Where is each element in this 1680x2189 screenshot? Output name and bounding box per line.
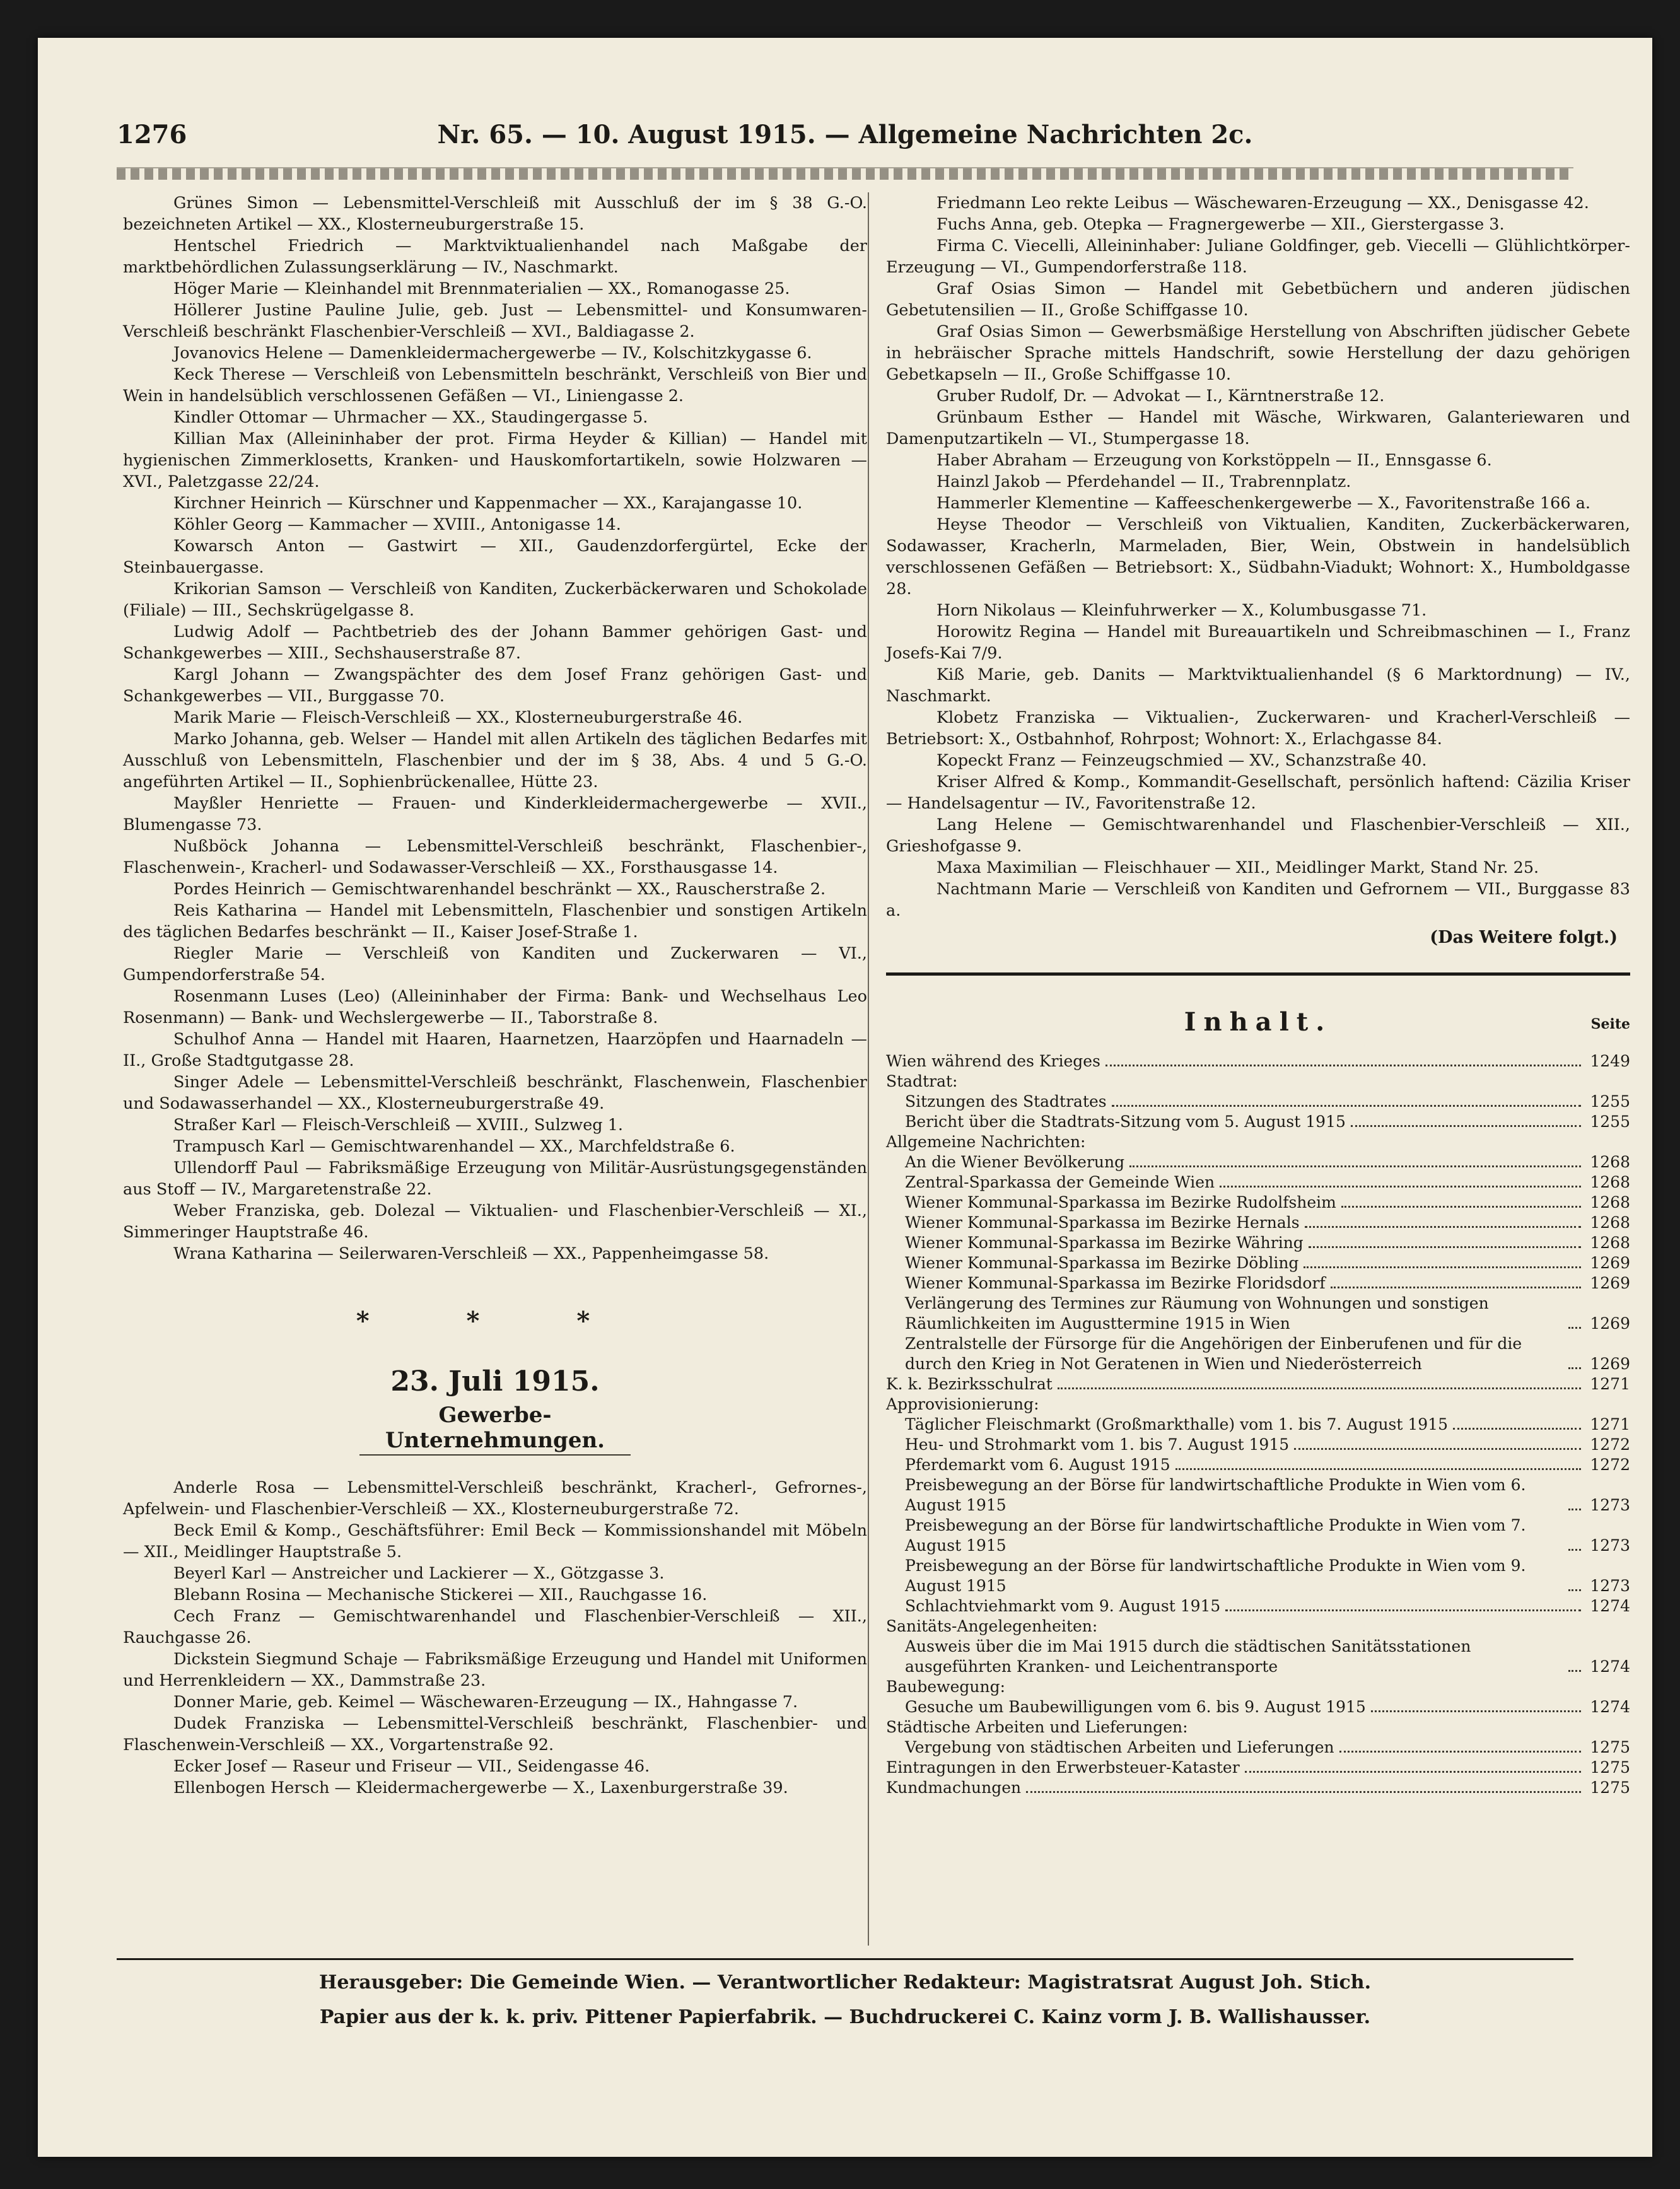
toc-entry [886,1273,1630,1293]
register-entry: Klobetz Franziska — Viktualien-, Zuckerwaren- und Kracherl-Verschleiß — Betriebsort: X., Ostbahnhof, Rohrpost; Wohnort: X., Erlachgasse 84. [886,708,1630,749]
register-entry: Marik Marie — Fleisch-Verschleiß — XX., Klosterneuburgerstraße 46. [173,708,743,727]
toc-page-number: 1273 [1590,1577,1630,1595]
toc-entry [886,1455,1630,1475]
toc-entry-text: Ausweis über die im Mai 1915 durch die städtischen Sanitätsstationen ausgeführten Kranken- und Leichentransporte [905,1637,1471,1676]
column-divider [868,192,869,1946]
toc-leader-dots [1026,1791,1581,1793]
register-entry: Ellenbogen Hersch — Kleidermachergewerbe — X., Laxenburgerstraße 39. [173,1778,788,1797]
toc-page-number: 1268 [1590,1213,1630,1232]
register-entry: Nachtmann Marie — Verschleiß von Kanditen und Gefrornem — VII., Burggasse 83 a. [886,880,1630,920]
toc-page-number: 1275 [1590,1778,1630,1797]
toc-category: Baubewegung: [886,1678,1006,1696]
register-entry: Wrana Katharina — Seilerwaren-Verschleiß — XX., Pappenheimgasse 58. [173,1244,769,1263]
toc-page-number: 1269 [1590,1355,1630,1373]
toc-page-number: 1268 [1590,1173,1630,1191]
toc-leader-dots [1351,1125,1581,1127]
toc-entry [886,1334,1630,1374]
toc-entry [886,1213,1630,1233]
toc-leader-dots [1568,1509,1581,1510]
toc-leader-dots [1058,1387,1581,1389]
register-entry: Kowarsch Anton — Gastwirt — XII., Gaudenzdorfergürtel, Ecke der Steinbauergasse. [123,537,867,577]
imprint [117,1958,1573,2041]
register-entry: Friedmann Leo rekte Leibus — Wäschewaren-Erzeugung — XX., Denisgasse 42. [936,194,1589,213]
toc-entry [886,1152,1630,1172]
toc-page-number: 1269 [1590,1274,1630,1292]
page-number: 1276 [117,120,187,149]
toc-leader-dots [1105,1065,1581,1066]
register-entry: Trampusch Karl — Gemischtwarenhandel — XX., Marchfeldstraße 6. [173,1137,735,1156]
toc-entry [886,1233,1630,1253]
toc-page-number: 1255 [1590,1112,1630,1131]
toc-entry [886,1778,1630,1798]
register-entry: Keck Therese — Verschleiß von Lebensmitteln beschränkt, Verschleiß von Bier und Wein in handelsüblich verschlossenen Gefäßen — VI., Liniengasse 2. [123,365,867,406]
register-entry: Straßer Karl — Fleisch-Verschleiß — XVIII., Sulzweg 1. [173,1116,624,1135]
register-entry: Haber Abraham — Erzeugung von Korkstöppeln — II., Ennsgasse 6. [936,451,1492,470]
register-entry: Schulhof Anna — Handel mit Haaren, Haarnetzen, Haarzöpfen und Haarnadeln — II., Große Stadtgutgasse 28. [123,1030,867,1070]
register-entry: Singer Adele — Lebensmittel-Verschleiß beschränkt, Flaschenwein, Flaschenbier und Sodawasserhandel — XX., Klosterneuburgerstraße 49. [123,1073,867,1113]
page-title: Nr. 65. — 10. August 1915. — Allgemeine Nachrichten 2c. [437,120,1253,149]
document-page [38,38,1652,2157]
toc-leader-dots [1294,1448,1581,1450]
toc-entry-text: Heu- und Strohmarkt vom 1. bis 7. August 1915 [905,1435,1290,1454]
toc-entry [886,1193,1630,1213]
register-entry: Donner Marie, geb. Keimel — Wäschewaren-Erzeugung — IX., Hahngasse 7. [173,1693,798,1712]
register-entry: Graf Osias Simon — Handel mit Gebetbüchern und anderen jüdischen Gebetutensilien — II., Große Schiffgasse 10. [886,279,1630,320]
toc-leader-dots [1568,1367,1581,1369]
toc-category: Stadtrat: [886,1072,958,1090]
toc-page-number: 1272 [1590,1435,1630,1454]
register-entry: Ludwig Adolf — Pachtbetrieb des der Johann Bammer gehörigen Gast- und Schankgewerbes — XIII., Sechshauserstraße 87. [123,622,867,663]
toc-entry [886,1092,1630,1112]
toc-leader-dots [1568,1589,1581,1591]
register-entry: Fuchs Anna, geb. Otepka — Fragnergewerbe — XII., Gierstergasse 3. [936,215,1505,234]
register-entry: Pordes Heinrich — Gemischtwarenhandel beschränkt — XX., Rauscherstraße 2. [173,880,826,899]
toc-entry-text: Kundmachungen [886,1778,1022,1797]
imprint-publisher: Herausgeber: Die Gemeinde Wien. — Verantwortlicher Redakteur: Magistratsrat August Joh. Stich. [318,1971,1372,1993]
right-column [886,192,1630,1798]
toc-entry-text: Preisbewegung an der Börse für landwirtschaftliche Produkte in Wien vom 6. August 1915 [905,1476,1526,1514]
register-entry: Grünes Simon — Lebensmittel-Verschleiß mit Ausschluß der im § 38 G.-O. bezeichneten Artikel — XX., Klosterneuburgerstraße 15. [123,194,867,234]
toc-entry-text: Pferdemarkt vom 6. August 1915 [905,1456,1170,1474]
toc-leader-dots [1568,1670,1581,1672]
toc-rule [886,972,1630,976]
register-entry: Beck Emil & Komp., Geschäftsführer: Emil Beck — Kommissionshandel mit Möbeln — XII., Meidlinger Hauptstraße 5. [123,1521,867,1561]
toc-leader-dots [1568,1549,1581,1551]
continued-note: (Das Weitere folgt.) [1430,928,1618,947]
toc-page-number: 1271 [1590,1415,1630,1433]
toc-page-number: 1273 [1590,1536,1630,1555]
toc-entry-text: Verlängerung des Termines zur Räumung von Wohnungen und sonstigen Räumlichkeiten im Augusttermine 1915 in Wien [905,1294,1489,1333]
entry-list-2 [123,1477,867,1799]
toc-entry [886,1435,1630,1455]
toc-leader-dots [1129,1165,1581,1167]
register-entry: Horn Nikolaus — Kleinfuhrwerker — X., Kolumbusgasse 71. [936,601,1427,620]
register-entry: Kargl Johann — Zwangspächter des dem Josef Franz gehörigen Gast- und Schankgewerbes — VII., Burggasse 70. [123,665,867,706]
register-entry: Krikorian Samson — Verschleiß von Kanditen, Zuckerbäckerwaren und Schokolade (Filiale) — III., Sechskrügelgasse 8. [123,580,867,620]
register-entry: Kirchner Heinrich — Kürschner und Kappenmacher — XX., Karajangasse 10. [173,494,803,513]
register-entry: Lang Helene — Gemischtwarenhandel und Flaschenbier-Verschleiß — XII., Grieshofgasse 9. [886,815,1630,856]
toc-leader-dots [1220,1186,1581,1188]
toc-entry-text: Schlachtviehmarkt vom 9. August 1915 [905,1597,1221,1615]
register-entry: Beyerl Karl — Anstreicher und Lackierer — X., Götzgasse 3. [173,1564,665,1583]
register-entry: Dickstein Siegmund Schaje — Fabriksmäßige Erzeugung und Handel mit Uniformen und Herrenkleidern — XX., Dammstraße 23. [123,1650,867,1690]
toc-leader-dots [1331,1287,1581,1288]
register-entry: Ullendorff Paul — Fabriksmäßige Erzeugung von Militär-Ausrüstungsgegenständen aus Stoff — IV., Margaretenstraße 22. [123,1159,867,1199]
toc-category: Allgemeine Nachrichten: [886,1133,1086,1151]
register-entry: Marko Johanna, geb. Welser — Handel mit allen Artikeln des täglichen Bedarfes mit Ausschluß von Lebensmitteln, Flaschenbier und der im § 38, Abs. 4 und 5 G.-O. angeführten Artikel — II., Sophienbrückenallee, Hütte 23. [123,730,867,791]
register-entry: Gruber Rudolf, Dr. — Advokat — I., Kärntnerstraße 12. [936,387,1385,406]
toc-leader-dots [1371,1710,1581,1712]
register-entry: Killian Max (Alleininhaber der prot. Firma Heyder & Killian) — Handel mit hygienischen Zimmerklosetts, Kranken- und Hauskomfortartikeln, sowie Holzwaren — XVI., Paletzgasse 22/24. [123,429,867,491]
register-entry: Anderle Rosa — Lebensmittel-Verschleiß beschränkt, Kracherl-, Gefrornes-, Apfelwein- und Flaschenbier-Verschleiß — XX., Klosterneuburgerstraße 72. [123,1478,867,1519]
register-entry: Grünbaum Esther — Handel mit Wäsche, Wirkwaren, Galanteriewaren und Damenputzartikeln — VI., Stumpergasse 18. [886,408,1630,448]
register-entry: Hentschel Friedrich — Marktviktualienhandel nach Maßgabe der marktbehördlichen Zulassungserklärung — IV., Naschmarkt. [123,236,867,277]
toc-page-number: 1268 [1590,1153,1630,1171]
toc-entry-text: An die Wiener Bevölkerung [905,1153,1125,1171]
toc-entry [886,1697,1630,1717]
imprint-printer: Papier aus der k. k. priv. Pittener Papierfabrik. — Buchdruckerei C. Kainz vorm J. B. Wallishausser. [319,2006,1371,2028]
toc-leader-dots [1245,1771,1581,1773]
entry-list-3 [886,192,1630,921]
toc-page-number: 1275 [1590,1758,1630,1777]
toc-entry-text: Wiener Kommunal-Sparkassa im Bezirke Döbling [905,1254,1299,1272]
toc-page-number: 1269 [1590,1314,1630,1333]
toc-entry [886,1556,1630,1596]
toc-header [886,1007,1630,1051]
register-entry: Höllerer Justine Pauline Julie, geb. Just — Lebensmittel- und Konsumwaren-Verschleiß beschränkt Flaschenbier-Verschleiß — XVI., Baldiagasse 2. [123,301,867,341]
toc-title: Inhalt. [1184,1007,1333,1037]
toc-entry [886,1515,1630,1556]
register-entry: Mayßler Henriette — Frauen- und Kinderkleidermachergewerbe — XVII., Blumengasse 73. [123,794,867,834]
toc-entry-text: Wiener Kommunal-Sparkassa im Bezirke Hernals [905,1213,1300,1232]
toc-entry-text: Wiener Kommunal-Sparkassa im Bezirke Floridsdorf [905,1274,1326,1292]
toc-page-number: 1274 [1590,1597,1630,1615]
toc-entry [886,1475,1630,1515]
toc-entry-text: Wiener Kommunal-Sparkassa im Bezirke Währing [905,1234,1304,1252]
toc-page-number: 1268 [1590,1193,1630,1211]
section-title: Gewerbe-Unternehmungen. [359,1403,631,1456]
table-of-contents [886,1051,1630,1798]
toc-page-number: 1275 [1590,1738,1630,1756]
toc-page-number: 1272 [1590,1456,1630,1474]
toc-entry [886,1051,1630,1071]
toc-entry-text: Eintragungen in den Erwerbsteuer-Kataster [886,1758,1240,1777]
register-entry: Köhler Georg — Kammacher — XVIII., Antonigasse 14. [173,515,621,534]
toc-leader-dots [1453,1428,1581,1430]
toc-page-number: 1274 [1590,1657,1630,1676]
toc-leader-dots [1309,1246,1581,1248]
toc-leader-dots [1304,1266,1581,1268]
toc-leader-dots [1339,1751,1581,1753]
register-entry: Höger Marie — Kleinhandel mit Brennmaterialien — XX., Romanogasse 25. [173,279,790,298]
register-entry: Horowitz Regina — Handel mit Bureauartikeln und Schreibmaschinen — I., Franz Josefs-Kai 7/9. [886,622,1630,663]
toc-entry-text: Zentral-Sparkassa der Gemeinde Wien [905,1173,1215,1191]
toc-entry [886,1758,1630,1778]
register-entry: Ecker Josef — Raseur und Friseur — VII., Seidengasse 46. [173,1757,650,1776]
register-entry: Nußböck Johanna — Lebensmittel-Verschleiß beschränkt, Flaschenbier-, Flaschenwein-, Kracherl- und Sodawasser-Verschleiß — XX., Forsthausgasse 14. [123,837,867,877]
left-column [123,192,867,1799]
toc-page-number: 1273 [1590,1496,1630,1514]
toc-leader-dots [1305,1226,1581,1228]
section-stars: * * * [356,1306,634,1336]
register-entry: Kopeckt Franz — Feinzeugschmied — XV., Schanzstraße 40. [936,751,1427,770]
register-entry: Jovanovics Helene — Damenkleidermachergewerbe — IV., Kolschitzkygasse 6. [173,344,812,363]
toc-entry-text: K. k. Bezirksschulrat [886,1375,1053,1393]
register-entry: Maxa Maximilian — Fleischhauer — XII., Meidlinger Markt, Stand Nr. 25. [936,858,1539,877]
toc-page-number: 1274 [1590,1698,1630,1716]
toc-entry [886,1737,1630,1758]
register-entry: Graf Osias Simon — Gewerbsmäßige Herstellung von Abschriften jüdischer Gebete in hebräischer Sprache mittels Handschrift, sowie Herstellung der dazu gehörigen Gebetkapseln — II., Große Schiffgasse 10. [886,322,1630,384]
toc-entry-text: Vergebung von städtischen Arbeiten und Lieferungen [905,1738,1334,1756]
toc-entry [886,1112,1630,1132]
toc-leader-dots [1175,1468,1581,1470]
toc-leader-dots [1112,1105,1581,1107]
toc-leader-dots [1341,1206,1581,1208]
toc-leader-dots [1568,1327,1581,1329]
register-entry: Rosenmann Luses (Leo) (Alleininhaber der Firma: Bank- und Wechselhaus Leo Rosenmann) — Bank- und Wechslergewerbe — II., Taborstraße 8. [123,987,867,1027]
toc-entry-text: Sitzungen des Stadtrates [905,1092,1107,1111]
toc-leader-dots [1225,1609,1581,1611]
toc-entry [886,1596,1630,1616]
toc-entry [886,1415,1630,1435]
toc-page-number: 1271 [1590,1375,1630,1393]
toc-page-number: 1249 [1590,1052,1630,1070]
register-entry: Hainzl Jakob — Pferdehandel — II., Trabrennplatz. [936,472,1351,491]
toc-entry [886,1253,1630,1273]
toc-entry [886,1374,1630,1394]
header-rule [117,167,1573,180]
toc-entry-text: Wien während des Krieges [886,1052,1100,1070]
register-entry: Firma C. Viecelli, Alleininhaber: Juliane Goldfinger, geb. Viecelli — Glühlichtkörper-Erzeugung — VI., Gumpendorferstraße 118. [886,236,1630,277]
register-entry: Kriser Alfred & Komp., Kommandit-Gesellschaft, persönlich haftend: Cäzilia Kriser — Handelsagentur — IV., Favoritenstraße 12. [886,773,1630,813]
toc-entry-text: Preisbewegung an der Börse für landwirtschaftliche Produkte in Wien vom 7. August 1915 [905,1516,1526,1555]
toc-category: Städtische Arbeiten und Lieferungen: [886,1718,1188,1736]
entry-list-1 [123,192,867,1264]
toc-entry-text: Täglicher Fleischmarkt (Großmarkthalle) vom 1. bis 7. August 1915 [905,1415,1448,1433]
register-entry: Kiß Marie, geb. Danits — Marktviktualienhandel (§ 6 Marktordnung) — IV., Naschmarkt. [886,665,1630,706]
register-entry: Heyse Theodor — Verschleiß von Viktualien, Kanditen, Zuckerbäckerwaren, Sodawasser, Kracherln, Marmeladen, Bier, Wein, Obstwein in handelsüblich verschlossenen Gefäßen — Betriebsort: X., Südbahn-Viadukt; Wohnort: X., Humboldgasse 28. [886,515,1630,598]
toc-category: Sanitäts-Angelegenheiten: [886,1617,1098,1635]
page-header [117,120,1573,158]
toc-entry-text: Wiener Kommunal-Sparkassa im Bezirke Rudolfsheim [905,1193,1336,1211]
toc-page-label: Seite [1590,1016,1630,1032]
register-entry: Weber Franziska, geb. Dolezal — Viktualien- und Flaschenbier-Verschleiß — XI., Simmeringer Hauptstraße 46. [123,1201,867,1242]
toc-category: Approvisionierung: [886,1395,1039,1413]
toc-entry [886,1293,1630,1334]
toc-entry-text: Preisbewegung an der Börse für landwirtschaftliche Produkte in Wien vom 9. August 1915 [905,1556,1526,1595]
register-entry: Blebann Rosina — Mechanische Stickerei — XII., Rauchgasse 16. [173,1585,708,1604]
toc-page-number: 1255 [1590,1092,1630,1111]
register-entry: Dudek Franziska — Lebensmittel-Verschleiß beschränkt, Flaschenbier- und Flaschenwein-Verschleiß — XX., Vorgartenstraße 92. [123,1714,867,1754]
register-entry: Reis Katharina — Handel mit Lebensmitteln, Flaschenbier und sonstigen Artikeln des täglichen Bedarfes beschränkt — II., Kaiser Josef-Straße 1. [123,901,867,942]
section-date: 23. Juli 1915. [390,1365,600,1398]
register-entry: Kindler Ottomar — Uhrmacher — XX., Staudingergasse 5. [173,408,648,427]
register-entry: Cech Franz — Gemischtwarenhandel und Flaschenbier-Verschleiß — XII., Rauchgasse 26. [123,1607,867,1647]
toc-entry-text: Bericht über die Stadtrats-Sitzung vom 5. August 1915 [905,1112,1346,1131]
toc-page-number: 1269 [1590,1254,1630,1272]
toc-page-number: 1268 [1590,1234,1630,1252]
toc-entry [886,1637,1630,1677]
register-entry: Riegler Marie — Verschleiß von Kanditen und Zuckerwaren — VI., Gumpendorferstraße 54. [123,944,867,984]
toc-entry-text: Zentralstelle der Fürsorge für die Angehörigen der Einberufenen und für die durch den Krieg in Not Geratenen in Wien und Niederösterreich [905,1334,1522,1373]
toc-entry [886,1172,1630,1193]
toc-entry-text: Gesuche um Baubewilligungen vom 6. bis 9. August 1915 [905,1698,1366,1716]
register-entry: Hammerler Klementine — Kaffeeschenkergewerbe — X., Favoritenstraße 166 a. [936,494,1591,513]
